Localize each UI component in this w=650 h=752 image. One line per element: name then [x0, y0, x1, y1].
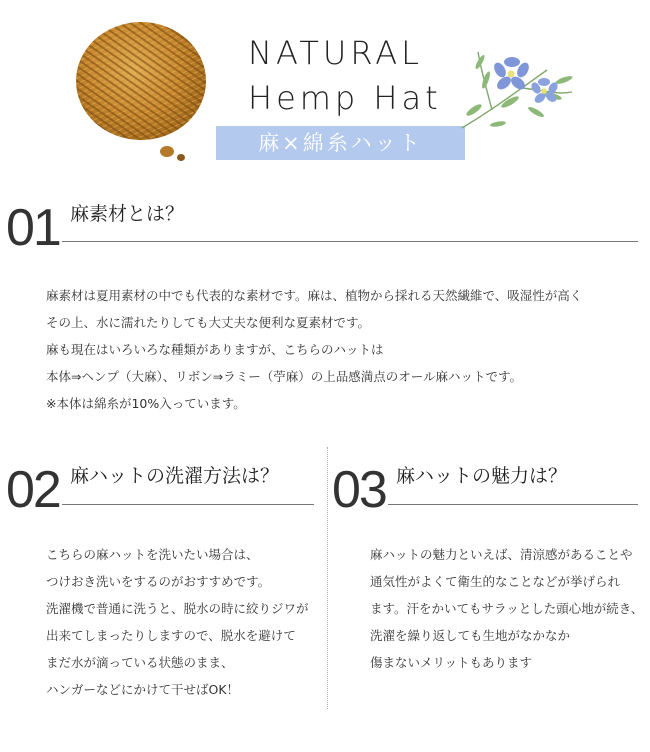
section-heading-01: 麻素材とは？ [70, 203, 185, 225]
column-divider [327, 447, 328, 709]
decorative-dot [177, 154, 185, 161]
body-line: 傷まないメリットもあります [370, 655, 533, 670]
section-underline [62, 504, 314, 505]
title-line-2: Hemp Hat [248, 79, 442, 117]
section-body-03 [370, 541, 643, 676]
section-body-02 [46, 541, 309, 703]
subtitle-banner: 麻×綿糸ハット [216, 126, 465, 160]
body-line: つけおき洗いをするのがおすすめです。 [46, 574, 271, 589]
body-line: ※本体は綿糸が10%入っています。 [46, 396, 246, 411]
hemp-fiber-image [76, 22, 206, 140]
section-number-02: 02 [6, 461, 60, 519]
body-line: 洗濯を繰り返しても生地がなかなか [370, 628, 571, 643]
decorative-dot [160, 146, 174, 157]
section-number-01: 01 [6, 199, 60, 257]
body-line: 麻ハットの魅力といえば、清涼感があることや [370, 547, 633, 562]
title-line-1: NATURAL [248, 34, 423, 72]
body-line: こちらの麻ハットを洗いたい場合は、 [46, 547, 259, 562]
body-line: ます。汗をかいてもサラッとした頭心地が続き、 [370, 601, 644, 616]
body-line: 通気性がよくて衛生的なことなどが挙げられ [370, 574, 621, 589]
section-heading-03: 麻ハットの魅力は？ [396, 465, 568, 487]
section-underline [62, 241, 638, 242]
section-heading-02: 麻ハットの洗濯方法は？ [70, 465, 280, 487]
body-line: 出来てしまったりしますので、脱水を避けて [46, 628, 296, 643]
body-line: まだ水が滴っている状態のまま、 [46, 655, 234, 670]
section-number-03: 03 [332, 461, 386, 519]
flax-flower-illustration [452, 40, 582, 136]
body-line: 本体⇒ヘンプ（大麻）、リボン⇒ラミー（苧麻）の上品感満点のオール麻ハットです。 [46, 369, 522, 384]
body-line: 麻も現在はいろいろな種類がありますが、こちらのハットは [46, 342, 384, 357]
body-line: その上、水に濡れたりしても大丈夫な便利な夏素材です。 [46, 315, 371, 330]
body-line: ハンガーなどにかけて干せばOK！ [46, 682, 240, 697]
section-underline [388, 504, 638, 505]
body-line: 麻素材は夏用素材の中でも代表的な素材です。麻は、植物から採れる天然繊維で、吸湿性が高く [46, 288, 583, 303]
section-body-01 [46, 282, 582, 417]
body-line: 洗濯機で普通に洗うと、脱水の時に絞りジワが [46, 601, 309, 616]
